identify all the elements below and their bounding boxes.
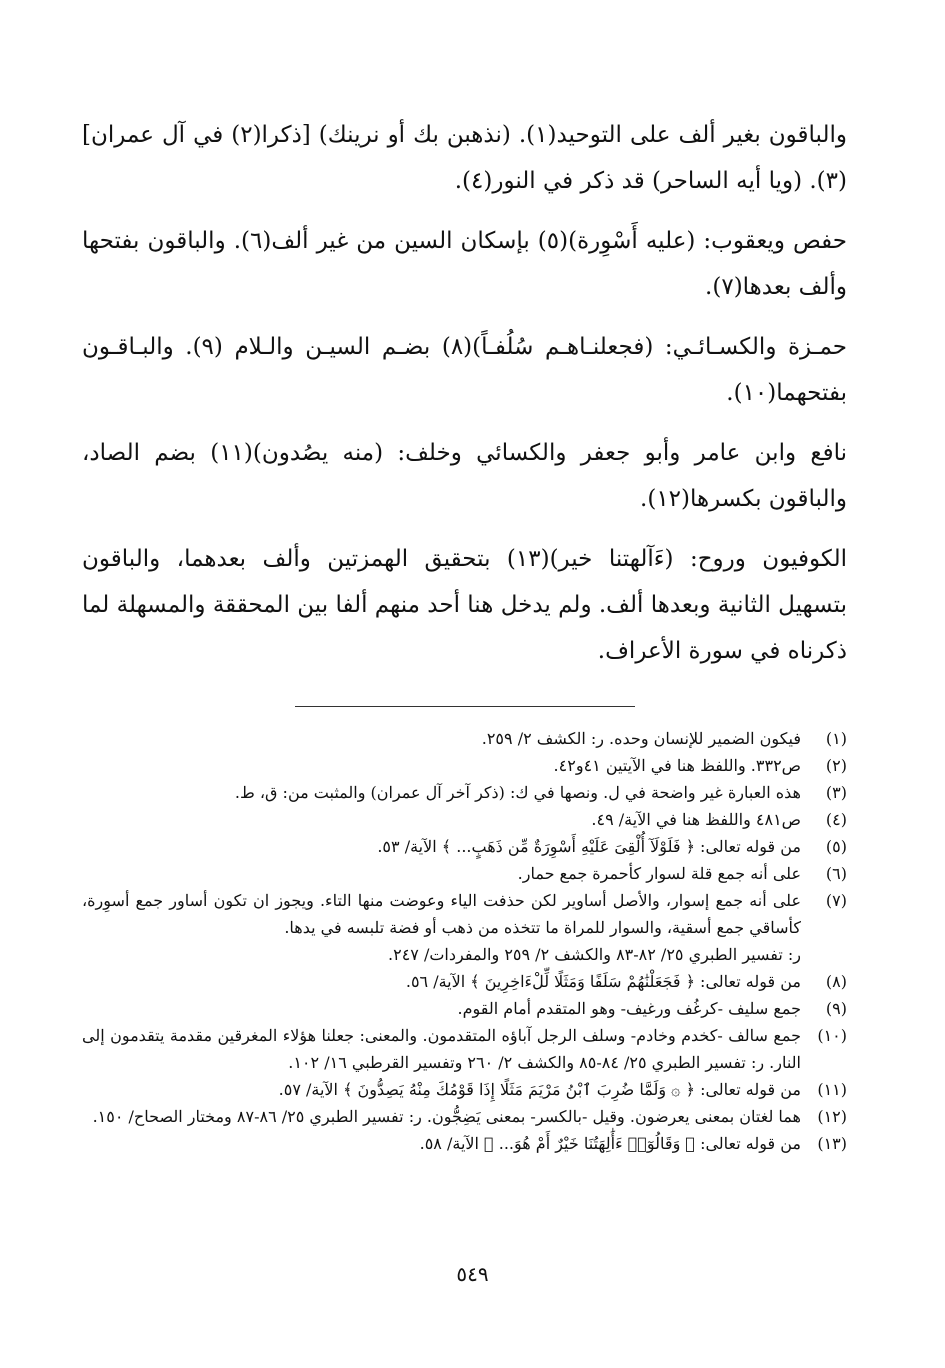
page-number: ٥٤٩ (456, 1262, 489, 1286)
paragraph: الكوفيون وروح: (ءَآلهتنا خير)(١٣) بتحقيق الهمزتين وألف بعدهما، والباقون بتسهيل الثانية وبعدها ألف. ولم يدخل هنا أحد منهم ألفا بين المحققة والمسهلة لما ذكرناه في سورة الأعراف. (82, 546, 847, 664)
footnote-text: جمع سالف -كخدم وخادم- وسلف الرجل آباؤه المتقدمون. والمعنى: جعلنا هؤلاء المغرقين مقدمة يتقدمون إلى النار. ر: تفسير الطبري ٢٥/ ٨٤-٨٥ والكشف ٢/ ٢٦٠ وتفسير القرطبي ١٦/ ١٠٢. (82, 1026, 801, 1072)
footnote-text: من قوله تعالى: ﴿ فَجَعَلْنَٰهُمْ سَلَفًا وَمَثَلًا لِّلْءَاخِرِينَ ﴾ الآية/ ٥٦. (405, 972, 801, 991)
footnote-number: (٦) (825, 864, 847, 883)
footnote-number: (١٢) (817, 1107, 847, 1126)
footnote-item (82, 995, 847, 1022)
footnote-text: ص٤٨١ واللفظ هنا في الآية/ ٤٩. (591, 810, 801, 829)
footnote-text: هذه العبارة غير واضحة في ل. ونصها في ك: (ذكر آخر آل عمران) والمثبت من: ق، ط. (234, 783, 801, 802)
footnote-item (82, 1076, 847, 1103)
paragraph: والباقون بغير ألف على التوحيد(١). (نذهبن بك أو نرينك) [ذكرا(٢) في آل عمران](٣). (ويا أيه الساحر) قد ذكر في النور(٤). (82, 122, 847, 194)
footnote-item (82, 725, 847, 752)
footnote-item (82, 806, 847, 833)
footnote-separator (295, 706, 635, 707)
footnote-text: من قوله تعالى: ﴿ ۞ وَلَمَّا ضُرِبَ ٱبْنُ مَرْيَمَ مَثَلًا إِذَا قَوْمُكَ مِنْهُ يَصِدُّونَ ﴾ الآية/ ٥٧. (278, 1080, 801, 1099)
footnote-item (82, 1103, 847, 1130)
footnotes (82, 725, 847, 1157)
paragraph: نافع وابن عامر وأبو جعفر والكسائي وخلف: (منه يصُدون)(١١) بضم الصاد، والباقون بكسرها(١٢). (82, 440, 847, 512)
footnote-number: (١٣) (817, 1134, 847, 1153)
footnote-number: (٩) (825, 999, 847, 1018)
main-text (82, 112, 847, 674)
footnote-number: (٢) (825, 756, 847, 775)
page-body (82, 112, 847, 1157)
footnote-text: فيكون الضمير للإنسان وحده. ر: الكشف ٢/ ٢٥٩. (481, 729, 801, 748)
footnote-item (82, 887, 847, 941)
footnote-text: من قوله تعالى: ﴿ فَلَوْلَآ أُلْقِىَ عَلَيْهِ أَسْوِرَةٌ مِّن ذَهَبٍ... ﴾ الآية/ ٥٣. (377, 837, 801, 856)
footnote-text: ر: تفسير الطبري ٢٥/ ٨٢-٨٣ والكشف ٢/ ٢٥٩ والمفردات/ ٢٤٧. (388, 945, 801, 964)
footnote-number: (١) (825, 729, 847, 748)
footnote-item (82, 1130, 847, 1157)
footnote-item (82, 779, 847, 806)
footnote-item (82, 1022, 847, 1076)
footnote-number: (٥) (825, 837, 847, 856)
footnote-item (82, 752, 847, 779)
footnote-number: (٧) (825, 891, 847, 910)
footnote-number: (٤) (825, 810, 847, 829)
footnote-text: ص٣٣٢. واللفظ هنا في الآيتين ٤١و٤٢. (553, 756, 801, 775)
footnote-number: (١١) (817, 1080, 847, 1099)
footnote-item (82, 860, 847, 887)
footnote-item (82, 833, 847, 860)
footnote-item (82, 968, 847, 995)
footnote-text: هما لغتان بمعنى يعرضون. وقيل -بالكسر- بمعنى يَضِجُّون. ر: تفسير الطبري ٢٥/ ٨٦-٨٧ ومختار الصحاح/ ١٥٠. (92, 1107, 801, 1126)
footnote-text: على أنه جمع قلة لسوار كأحمرة جمع حمار. (517, 864, 801, 883)
footnote-number: (١٠) (817, 1026, 847, 1045)
paragraph: حمـزة والكسـائـي: (فجعلنـاهـم سُلُفـاً)(٨) بضـم السيـن والـلام (٩). والبـاقـون بفتحهما(١٠). (82, 334, 847, 406)
footnote-text: على أنه جمع إسوار، والأصل أساوير لكن حذفت الياء وعوضت منها التاء. ويجوز ان تكون أساور جمع أسوِرة، كأساقي جمع أسقية، والسوار للمراة ما تتخذه من ذهب أو فضة تلبسه في يدها. (82, 891, 801, 937)
footnote-number: (٣) (825, 783, 847, 802)
paragraph: حفص ويعقوب: (عليه أَسْوِرة)(٥) بإسكان السين من غير ألف(٦). والباقون بفتحها وألف بعدها(٧). (82, 228, 848, 300)
footnote-number: (٨) (825, 972, 847, 991)
footnote-item (82, 941, 847, 968)
footnote-text: من قوله تعالى: ﴿ وَقَالُوٓا۟ ءَأَٰلِهَتُنَا خَيْرٌ أَمْ هُوَ... ﴾ الآية/ ٥٨. (419, 1134, 801, 1153)
footnote-text: جمع سليف -كرغُف ورغيف- وهو المتقدم أمام القوم. (457, 999, 801, 1018)
